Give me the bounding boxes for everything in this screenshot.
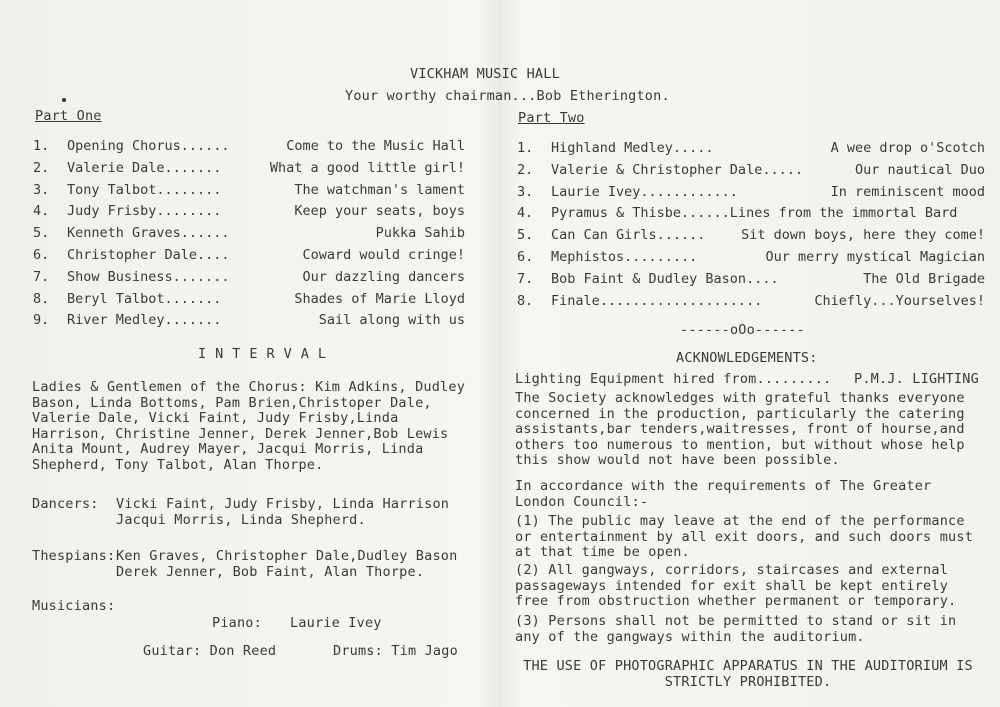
- programme-item-num: 3.: [517, 183, 534, 200]
- programme-item: [517, 271, 985, 289]
- programme-item-desc: Keep your seats, boys: [294, 203, 465, 220]
- drums-credit: Drums: Tim Jago: [333, 643, 458, 659]
- programme-item-act: Judy Frisby........: [67, 203, 222, 220]
- programme-item-act: Pyramus & Thisbe......Lines from the immortal Bard: [551, 205, 958, 222]
- programme-item-act: Bob Faint & Dudley Bason....: [551, 270, 779, 287]
- programme-item: [517, 184, 985, 202]
- programme-item-desc: A wee drop o'Scotch: [830, 140, 985, 156]
- programme-item-act: Highland Medley.....: [551, 140, 714, 156]
- programme-item-num: 2.: [33, 159, 50, 176]
- programme-item-num: 8.: [33, 290, 50, 307]
- programme-item-num: 5.: [517, 227, 534, 244]
- programme-item-num: 7.: [517, 270, 534, 287]
- programme-item-act: Finale....................: [551, 292, 763, 309]
- programme-item: [33, 312, 465, 330]
- guitar-credit: Guitar: Don Reed: [143, 643, 277, 659]
- programme-item-desc: Chiefly...Yourselves!: [814, 292, 985, 309]
- council-condition-3: (3) Persons shall not be permitted to stand or sit in any of the gangways within the auditorium.: [515, 613, 957, 645]
- programme-item-desc: Shades of Marie Lloyd: [294, 290, 465, 307]
- programme-item-act: Valerie Dale.......: [67, 159, 222, 176]
- musicians-label: Musicians:: [32, 598, 116, 614]
- programme-item-desc: The Old Brigade: [863, 270, 985, 287]
- programme-item-desc: The watchman's lament: [294, 181, 465, 198]
- dancers-names: Vicki Faint, Judy Frisby, Linda Harrison Jacqui Morris, Linda Shepherd.: [116, 496, 450, 528]
- programme-item-act: Valerie & Christopher Dale.....: [551, 161, 803, 178]
- council-condition-1: (1) The public may leave at the end of the performance or entertainment by all exit doors, and such doors must at that time be open.: [515, 513, 974, 560]
- programme-item: [517, 227, 985, 245]
- part-two-heading: Part Two: [518, 110, 585, 126]
- programme-item-num: 7.: [33, 268, 50, 285]
- programme-item: [517, 162, 985, 180]
- programme-item-act: Mephistos.........: [551, 249, 698, 265]
- interval-heading: INTERVAL: [198, 346, 336, 362]
- programme-item-desc: Our dazzling dancers: [302, 268, 465, 285]
- programme-item-desc: Our nautical Duo: [854, 161, 985, 178]
- programme-item: [33, 138, 465, 156]
- programme-item-num: 3.: [33, 181, 50, 198]
- programme-item-act: Christopher Dale....: [67, 247, 230, 263]
- acknowledgements-heading: ACKNOWLEDGEMENTS:: [676, 350, 818, 366]
- programme-item: [517, 140, 985, 158]
- programme-item-desc: Our merry mystical Magician: [765, 249, 985, 265]
- programme-item-num: 2.: [517, 161, 534, 178]
- programme-item-act: Tony Talbot........: [67, 181, 222, 198]
- programme-item-act: Opening Chorus......: [67, 138, 230, 154]
- programme-item-desc: Coward would cringe!: [302, 247, 465, 263]
- piano-name: Laurie Ivey: [290, 615, 382, 631]
- programme-item-num: 9.: [33, 312, 50, 329]
- programme-item-num: 1.: [33, 138, 50, 154]
- chorus-list: Ladies & Gentlemen of the Chorus: Kim Adkins, Dudley Bason, Linda Bottoms, Pam Brien,Christoper Dale, Valerie Dale, Vicki Faint, Judy Frisby,Linda Harrison, Christine Jenner, Derek Jenner,Bob Lewis Anita Mount, Audrey Mayer, Jacqui Morris, Linda Shepherd, Tony Talbot, Alan Thorpe.: [32, 379, 466, 473]
- programme-item: [517, 293, 985, 311]
- lighting-value: P.M.J. LIGHTING: [854, 371, 979, 387]
- acknowledgements-body: The Society acknowledges with grateful thanks everyone concerned in the production, particularly the catering assistants,bar tenders,waitresses, front of hourse,and others too numerous to mention, but without whose help this show would not have been possible.: [515, 390, 965, 468]
- programme-item-act: River Medley.......: [67, 312, 222, 329]
- council-condition-2: (2) All gangways, corridors, staircases and external passageways intended for exit shall be kept entirely free from obstruction whether permanent or temporary.: [515, 562, 957, 609]
- part-one-heading: Part One: [35, 108, 102, 124]
- thespians-names: Ken Graves, Christopher Dale,Dudley Bason Derek Jenner, Bob Faint, Alan Thorpe.: [116, 548, 458, 580]
- programme-item-num: 6.: [33, 247, 50, 263]
- programme-item: [33, 291, 465, 309]
- programme-item-num: 5.: [33, 225, 50, 242]
- ink-dot: [62, 98, 66, 102]
- programme-item: [33, 225, 465, 243]
- programme-item-desc: Sail along with us: [318, 312, 465, 329]
- programme-item-desc: What a good little girl!: [269, 159, 465, 176]
- programme-item-act: Beryl Talbot.......: [67, 290, 222, 307]
- thespians-label: Thespians:: [32, 548, 116, 564]
- programme-item: [33, 182, 465, 200]
- programme-item-act: Kenneth Graves......: [67, 225, 230, 242]
- programme-item-num: 4.: [517, 205, 534, 222]
- programme-item-num: 4.: [33, 203, 50, 220]
- photography-notice: THE USE OF PHOTOGRAPHIC APPARATUS IN THE AUDITORIUM IS STRICTLY PROHIBITED.: [523, 658, 973, 690]
- programme-item-num: 8.: [517, 292, 534, 309]
- programme-item-desc: Sit down boys, here they come!: [741, 227, 985, 244]
- programme-item: [33, 203, 465, 221]
- separator: ------oOo------: [680, 322, 805, 338]
- piano-label: Piano:: [212, 615, 262, 631]
- programme-item-desc: Come to the Music Hall: [286, 138, 465, 154]
- council-intro: In accordance with the requirements of The Greater London Council:-: [515, 478, 932, 510]
- programme-item: [517, 249, 985, 267]
- chairman-line: Your worthy chairman...Bob Etherington.: [345, 88, 670, 104]
- page-title: VICKHAM MUSIC HALL: [410, 66, 560, 82]
- programme-item-desc: In reminiscent mood: [830, 183, 985, 200]
- programme-item-act: Laurie Ivey............: [551, 183, 738, 200]
- programme-item-desc: Pukka Sahib: [375, 225, 465, 242]
- programme-item: [33, 247, 465, 265]
- programme-item-act: Show Business.......: [67, 268, 230, 285]
- programme-item-act: Can Can Girls......: [551, 227, 706, 244]
- programme-item: [517, 205, 985, 223]
- programme-item: [33, 269, 465, 287]
- programme-item-num: 1.: [517, 140, 534, 156]
- dancers-label: Dancers:: [32, 496, 99, 512]
- lighting-label: Lighting Equipment hired from.........: [515, 371, 832, 387]
- programme-item-num: 6.: [517, 249, 534, 265]
- programme-item: [33, 160, 465, 178]
